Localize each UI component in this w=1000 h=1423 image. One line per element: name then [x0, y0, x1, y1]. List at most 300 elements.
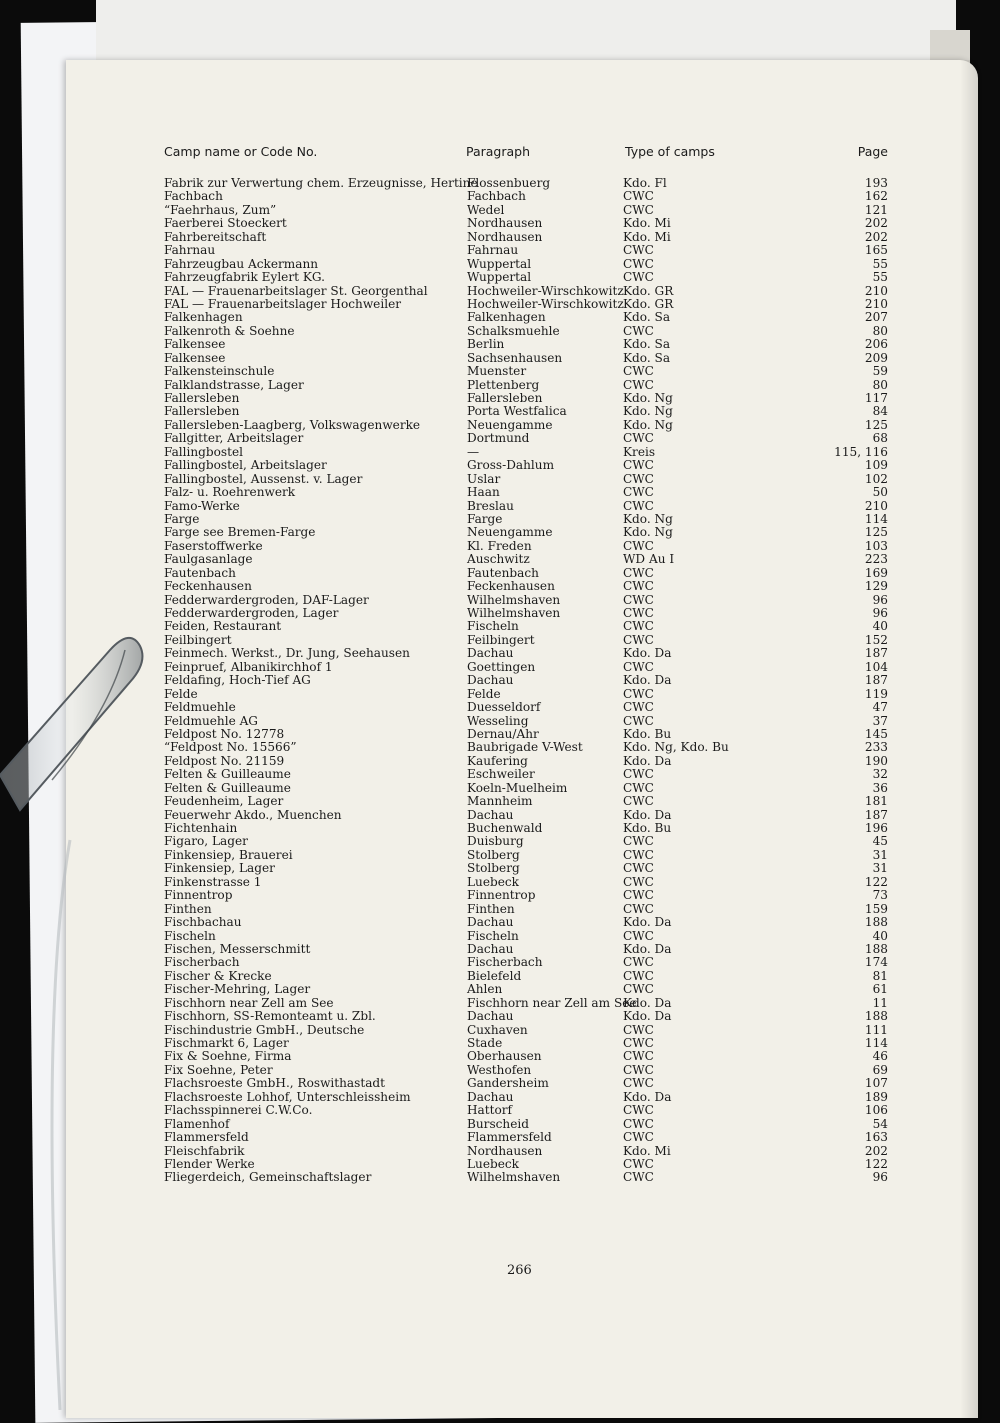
camp-type-cell: Kdo. Sa [623, 310, 671, 325]
table-row [66, 849, 978, 862]
camp-name-cell: Fischer-Mehring, Lager [164, 982, 311, 997]
camp-name-cell: Flamenhof [164, 1116, 230, 1131]
paragraph-cell: Dachau [467, 807, 514, 822]
page-cell: 121 [864, 202, 888, 217]
page-cell: 104 [864, 659, 888, 674]
page-cell: 106 [864, 1103, 888, 1118]
page-cell: 84 [872, 404, 888, 419]
paragraph-cell: Westhofen [467, 1062, 532, 1077]
camp-name-cell: Fischeln [164, 928, 216, 943]
table-row [66, 701, 978, 714]
camp-type-cell: CWC [623, 834, 654, 849]
camp-type-cell: CWC [623, 1062, 654, 1077]
table-row [66, 190, 978, 203]
camp-type-cell: Kdo. Sa [623, 350, 671, 365]
table-row [66, 365, 978, 378]
paragraph-cell: Auschwitz [467, 552, 530, 567]
paragraph-cell: Gross-Dahlum [467, 458, 555, 473]
table-row [66, 607, 978, 620]
camp-name-cell: Falkensee [164, 350, 226, 365]
table-row [66, 500, 978, 513]
paragraph-cell: Kaufering [467, 753, 528, 768]
page-cell: 37 [872, 713, 888, 728]
page-cell: 223 [864, 552, 888, 567]
page-cell: 207 [864, 310, 888, 325]
page-cell: 119 [864, 686, 888, 701]
camp-type-cell: Kdo. Ng [623, 511, 673, 526]
camp-type-cell: CWC [623, 713, 654, 728]
camp-type-cell: CWC [623, 982, 654, 997]
paragraph-cell: Dachau [467, 1089, 514, 1104]
paragraph-cell: Fischeln [467, 619, 519, 634]
paragraph-cell: Duisburg [467, 834, 524, 849]
paragraph-cell: Dachau [467, 915, 514, 930]
camp-name-cell: Falkensteinschule [164, 364, 275, 379]
camp-type-cell: Kdo. Bu [623, 726, 672, 741]
camp-name-cell: Finkenstrasse 1 [164, 874, 262, 889]
page-cell: 107 [864, 1076, 888, 1091]
paragraph-cell: Wilhelmshaven [467, 606, 561, 620]
paragraph-cell: Fachbach [467, 189, 526, 204]
table-row [66, 1037, 978, 1050]
camp-name-cell: Figaro, Lager [164, 834, 248, 849]
page-number: 266 [507, 1263, 532, 1278]
page-cell: 11 [872, 995, 888, 1010]
camp-type-cell: CWC [623, 270, 654, 285]
camp-name-cell: Fedderwardergroden, DAF-Lager [164, 592, 369, 607]
camp-name-cell: Farge [164, 511, 200, 526]
camp-type-cell: Kdo. Sa [623, 337, 671, 352]
paragraph-cell: Flammersfeld [467, 1130, 552, 1145]
table-row [66, 1118, 978, 1131]
table-row [66, 352, 978, 365]
table-row [66, 634, 978, 647]
page-cell: 187 [864, 807, 888, 822]
page-cell: 80 [872, 377, 888, 392]
table-row [66, 486, 978, 499]
camp-name-cell: Fallingbostel [164, 444, 244, 459]
table-row [66, 1145, 978, 1158]
page-cell: 233 [864, 740, 888, 755]
camp-type-cell: Kdo. GR [623, 283, 674, 298]
camp-type-cell: CWC [623, 458, 654, 473]
paragraph-cell: Dernau/Ahr [467, 726, 539, 741]
camp-name-cell: Fallingbostel, Aussenst. v. Lager [164, 471, 363, 486]
camp-type-cell: CWC [623, 592, 654, 607]
camp-name-cell: Feiden, Restaurant [164, 619, 282, 634]
paragraph-cell: Neuengamme [467, 417, 553, 432]
camp-type-cell: CWC [623, 202, 654, 217]
page-cell: 111 [864, 1022, 888, 1037]
camp-name-cell: Fleischfabrik [164, 1143, 245, 1158]
page-cell: 109 [864, 458, 888, 473]
camp-type-cell: CWC [623, 700, 654, 715]
page-cell: 169 [864, 565, 888, 580]
column-header-page: Page [857, 144, 888, 159]
table-row [66, 835, 978, 848]
page-cell: 73 [872, 888, 888, 903]
paragraph-cell: Flossenbuerg [467, 176, 551, 190]
paragraph-cell: Hochweiler-Wirschkowitz [467, 283, 624, 298]
camp-name-cell: Flachsspinnerei C.W.Co. [164, 1103, 313, 1118]
page-cell: 202 [864, 1143, 888, 1158]
page-cell: 55 [872, 256, 888, 271]
paragraph-cell: Wedel [467, 202, 505, 217]
camp-name-cell: FAL — Frauenarbeitslager St. Georgenthal [164, 283, 428, 298]
paragraph-cell: Wuppertal [467, 256, 532, 271]
table-row [66, 956, 978, 969]
page-cell: 103 [864, 538, 888, 553]
page-cell: 114 [864, 511, 888, 526]
camp-type-cell: CWC [623, 1076, 654, 1091]
page-cell: 45 [872, 834, 888, 849]
camp-name-cell: Fischmarkt 6, Lager [164, 1036, 289, 1050]
camp-name-cell: Flachsroeste GmbH., Roswithastadt [164, 1076, 386, 1091]
camp-name-cell: Fischbachau [164, 915, 242, 930]
page-cell: 210 [864, 296, 888, 311]
column-header-paragraph: Paragraph [466, 144, 531, 159]
paragraph-cell: Stolberg [467, 861, 520, 876]
page-cell: 125 [864, 417, 888, 432]
table-row [66, 325, 978, 338]
column-header-name: Camp name or Code No. [164, 144, 318, 159]
paragraph-cell: — [467, 444, 480, 459]
page-cell: 145 [864, 726, 888, 741]
camp-name-cell: Finthen [164, 901, 212, 916]
camp-name-cell: Fischhorn near Zell am See [164, 995, 334, 1010]
index-table [66, 177, 978, 1185]
camp-type-cell: CWC [623, 1036, 654, 1050]
paragraph-cell: Breslau [467, 498, 514, 513]
paragraph-cell: Duesseldorf [467, 700, 541, 715]
table-row [66, 741, 978, 754]
camp-type-cell: CWC [623, 256, 654, 271]
table-row [66, 405, 978, 418]
camp-type-cell: CWC [623, 579, 654, 594]
camp-name-cell: Falkenroth & Soehne [164, 323, 295, 338]
table-row [66, 298, 978, 311]
page-cell: 59 [872, 364, 888, 379]
camp-type-cell: CWC [623, 606, 654, 620]
camp-type-cell: CWC [623, 955, 654, 970]
camp-name-cell: Fahrnau [164, 243, 216, 258]
paragraph-cell: Farge [467, 511, 503, 526]
camp-type-cell: CWC [623, 498, 654, 513]
table-row [66, 553, 978, 566]
camp-name-cell: Falkenhagen [164, 310, 243, 325]
camp-type-cell: CWC [623, 538, 654, 553]
camp-type-cell: CWC [623, 471, 654, 486]
paragraph-cell: Stolberg [467, 847, 520, 862]
camp-type-cell: CWC [623, 780, 654, 795]
page-cell: 54 [872, 1116, 888, 1131]
camp-name-cell: Feldpost No. 12778 [164, 726, 285, 741]
page-cell: 96 [872, 606, 888, 620]
page-cell: 115, 116 [834, 444, 888, 459]
camp-name-cell: Falz- u. Roehrenwerk [164, 485, 296, 500]
paragraph-cell: Berlin [467, 337, 505, 352]
camp-type-cell: CWC [623, 888, 654, 903]
page-cell: 163 [864, 1130, 888, 1145]
camp-type-cell: CWC [623, 619, 654, 634]
page-cell: 152 [864, 632, 888, 647]
paragraph-cell: Finnentrop [467, 888, 536, 903]
paragraph-cell: Wilhelmshaven [467, 1170, 561, 1185]
table-row [66, 217, 978, 230]
table-row [66, 620, 978, 633]
page-cell: 181 [864, 794, 888, 809]
camp-name-cell: Fix & Soehne, Firma [164, 1049, 292, 1064]
table-row [66, 862, 978, 875]
camp-type-cell: Kdo. Ng [623, 404, 673, 419]
table-row [66, 459, 978, 472]
camp-name-cell: Fahrbereitschaft [164, 229, 267, 244]
table-row [66, 244, 978, 257]
page-cell: 202 [864, 216, 888, 231]
camp-type-cell: CWC [623, 243, 654, 258]
camp-type-cell: Kdo. Da [623, 915, 672, 930]
camp-name-cell: Felten & Guilleaume [164, 780, 291, 795]
page-cell: 40 [872, 619, 888, 634]
camp-name-cell: Faerberei Stoeckert [164, 216, 287, 231]
page-cell: 210 [864, 498, 888, 513]
paragraph-cell: Nordhausen [467, 1143, 543, 1158]
paragraph-cell: Dachau [467, 646, 514, 661]
camp-type-cell: Kdo. Da [623, 807, 672, 822]
table-row [66, 889, 978, 902]
camp-type-cell: Kdo. Ng [623, 391, 673, 405]
page-cell: 102 [864, 471, 888, 486]
camp-name-cell: Fahrzeugfabrik Eylert KG. [164, 270, 325, 285]
camp-name-cell: Fallersleben [164, 404, 240, 419]
page-cell: 129 [864, 579, 888, 594]
paragraph-cell: Mannheim [467, 794, 533, 809]
camp-name-cell: Feudenheim, Lager [164, 794, 284, 809]
page-cell: 122 [864, 1156, 888, 1171]
table-row [66, 567, 978, 580]
camp-name-cell: Finkensiep, Lager [164, 861, 275, 876]
table-row [66, 338, 978, 351]
camp-type-cell: Kdo. Da [623, 673, 672, 688]
paragraph-cell: Koeln-Muelheim [467, 780, 568, 795]
paragraph-cell: Muenster [467, 364, 527, 379]
camp-type-cell: Kdo. Ng [623, 417, 673, 432]
page-cell: 31 [872, 847, 888, 862]
camp-name-cell: Fedderwardergroden, Lager [164, 606, 339, 620]
camp-type-cell: Kdo. Fl [623, 176, 667, 190]
paragraph-cell: Luebeck [467, 874, 519, 889]
table-row [66, 379, 978, 392]
camp-name-cell: Felten & Guilleaume [164, 767, 291, 782]
paragraph-cell: Buchenwald [467, 821, 543, 835]
camp-type-cell: WD Au I [623, 552, 675, 567]
camp-name-cell: Fabrik zur Verwertung chem. Erzeugnisse, Hertine [164, 176, 478, 190]
page-cell: 69 [872, 1062, 888, 1077]
table-row [66, 661, 978, 674]
camp-name-cell: Feinpruef, Albanikirchhof 1 [164, 659, 333, 674]
camp-type-cell: CWC [623, 874, 654, 889]
camp-name-cell: Fichtenhain [164, 821, 238, 835]
paragraph-cell: Falkenhagen [467, 310, 546, 325]
paragraph-cell: Fischerbach [467, 955, 543, 970]
paragraph-cell: Fahrnau [467, 243, 519, 258]
camp-type-cell: CWC [623, 1022, 654, 1037]
camp-name-cell: Fischerbach [164, 955, 240, 970]
camp-name-cell: Farge see Bremen-Farge [164, 525, 316, 540]
page-cell: 68 [872, 431, 888, 446]
table-row [66, 1050, 978, 1063]
camp-name-cell: Finkensiep, Brauerei [164, 847, 293, 862]
camp-type-cell: CWC [623, 968, 654, 983]
camp-type-cell: CWC [623, 767, 654, 782]
camp-name-cell: Fallersleben [164, 391, 240, 405]
paragraph-cell: Fischhorn near Zell am See [467, 995, 637, 1010]
paragraph-cell: Baubrigade V-West [467, 740, 583, 755]
camp-name-cell: Flammersfeld [164, 1130, 249, 1145]
table-row [66, 1104, 978, 1117]
page-cell: 188 [864, 941, 888, 956]
camp-type-cell: CWC [623, 901, 654, 916]
table-row [66, 1010, 978, 1023]
table-row [66, 768, 978, 781]
page-cell: 190 [864, 753, 888, 768]
table-row [66, 970, 978, 983]
table-row [66, 674, 978, 687]
page-cell: 202 [864, 229, 888, 244]
camp-name-cell: Feldmuehle [164, 700, 236, 715]
camp-type-cell: CWC [623, 189, 654, 204]
camp-name-cell: Feinmech. Werkst., Dr. Jung, Seehausen [164, 646, 410, 661]
camp-name-cell: Feldafing, Hoch-Tief AG [164, 673, 311, 688]
page-cell: 125 [864, 525, 888, 540]
page-cell: 47 [872, 700, 888, 715]
page-cell: 187 [864, 646, 888, 661]
table-row [66, 177, 978, 190]
paragraph-cell: Bielefeld [467, 968, 522, 983]
paragraph-cell: Dachau [467, 673, 514, 688]
page-cell: 187 [864, 673, 888, 688]
page-cell: 189 [864, 1089, 888, 1104]
paragraph-cell: Feilbingert [467, 632, 535, 647]
page-cell: 36 [872, 780, 888, 795]
camp-type-cell: CWC [623, 1156, 654, 1171]
camp-type-cell: CWC [623, 686, 654, 701]
camp-name-cell: Fliegerdeich, Gemeinschaftslager [164, 1170, 372, 1185]
table-row [66, 204, 978, 217]
table-row [66, 1091, 978, 1104]
page-cell: 174 [864, 955, 888, 970]
page-cell: 206 [864, 337, 888, 352]
page-cell: 159 [864, 901, 888, 916]
camp-name-cell: Feilbingert [164, 632, 232, 647]
table-row [66, 594, 978, 607]
document-page [66, 60, 978, 1418]
camp-type-cell: CWC [623, 847, 654, 862]
camp-type-cell: Kdo. Ng [623, 525, 673, 540]
paragraph-cell: Stade [467, 1036, 503, 1050]
camp-type-cell: Kdo. Da [623, 1089, 672, 1104]
camp-type-cell: Kdo. Da [623, 646, 672, 661]
page-cell: 96 [872, 592, 888, 607]
paragraph-cell: Uslar [467, 471, 501, 486]
table-row [66, 903, 978, 916]
page-cell: 46 [872, 1049, 888, 1064]
camp-type-cell: CWC [623, 377, 654, 392]
camp-type-cell: CWC [623, 1103, 654, 1118]
camp-type-cell: Kdo. Da [623, 753, 672, 768]
table-row [66, 1131, 978, 1144]
camp-type-cell: Kdo. Mi [623, 229, 671, 244]
table-row [66, 419, 978, 432]
table-row [66, 983, 978, 996]
camp-name-cell: Fautenbach [164, 565, 236, 580]
camp-name-cell: Falkensee [164, 337, 226, 352]
table-row [66, 1024, 978, 1037]
table-row [66, 930, 978, 943]
camp-type-cell: Kdo. Da [623, 995, 672, 1010]
camp-type-cell: CWC [623, 364, 654, 379]
table-row [66, 446, 978, 459]
paragraph-cell: Fallersleben [467, 391, 543, 405]
page-cell: 162 [864, 189, 888, 204]
table-row [66, 285, 978, 298]
table-row [66, 1064, 978, 1077]
table-row [66, 647, 978, 660]
paragraph-cell: Kl. Freden [467, 538, 532, 553]
camp-type-cell: CWC [623, 1170, 654, 1185]
camp-name-cell: Fallersleben-Laagberg, Volkswagenwerke [164, 417, 421, 432]
camp-name-cell: FAL — Frauenarbeitslager Hochweiler [164, 296, 402, 311]
camp-type-cell: CWC [623, 794, 654, 809]
paragraph-cell: Cuxhaven [467, 1022, 528, 1037]
page-cell: 31 [872, 861, 888, 876]
camp-name-cell: Faulgasanlage [164, 552, 253, 567]
table-row [66, 782, 978, 795]
paragraph-cell: Dortmund [467, 431, 530, 446]
camp-type-cell: CWC [623, 431, 654, 446]
paragraph-cell: Feckenhausen [467, 579, 555, 594]
paragraph-cell: Wuppertal [467, 270, 532, 285]
table-row [66, 997, 978, 1010]
page-cell: 188 [864, 1009, 888, 1024]
paragraph-cell: Hattorf [467, 1103, 513, 1118]
camp-name-cell: Feckenhausen [164, 579, 252, 594]
paragraph-cell: Porta Westfalica [467, 404, 567, 419]
page-cell: 50 [872, 485, 888, 500]
page-cell: 80 [872, 323, 888, 338]
camp-type-cell: CWC [623, 1116, 654, 1131]
table-row [66, 876, 978, 889]
paragraph-cell: Haan [467, 485, 500, 500]
camp-name-cell: Felde [164, 686, 198, 701]
camp-name-cell: Flender Werke [164, 1156, 255, 1171]
page-cell: 81 [872, 968, 888, 983]
camp-type-cell: CWC [623, 659, 654, 674]
paragraph-cell: Luebeck [467, 1156, 519, 1171]
page-cell: 209 [864, 350, 888, 365]
paragraph-cell: Dachau [467, 941, 514, 956]
paragraph-cell: Ahlen [467, 982, 503, 997]
camp-type-cell: Kdo. Mi [623, 1143, 671, 1158]
camp-name-cell: Fix Soehne, Peter [164, 1062, 273, 1077]
paragraph-cell: Schalksmuehle [467, 323, 560, 338]
table-row [66, 311, 978, 324]
paragraph-cell: Goettingen [467, 659, 536, 674]
table-row [66, 258, 978, 271]
page-cell: 210 [864, 283, 888, 298]
camp-type-cell: CWC [623, 1130, 654, 1145]
page-cell: 55 [872, 270, 888, 285]
